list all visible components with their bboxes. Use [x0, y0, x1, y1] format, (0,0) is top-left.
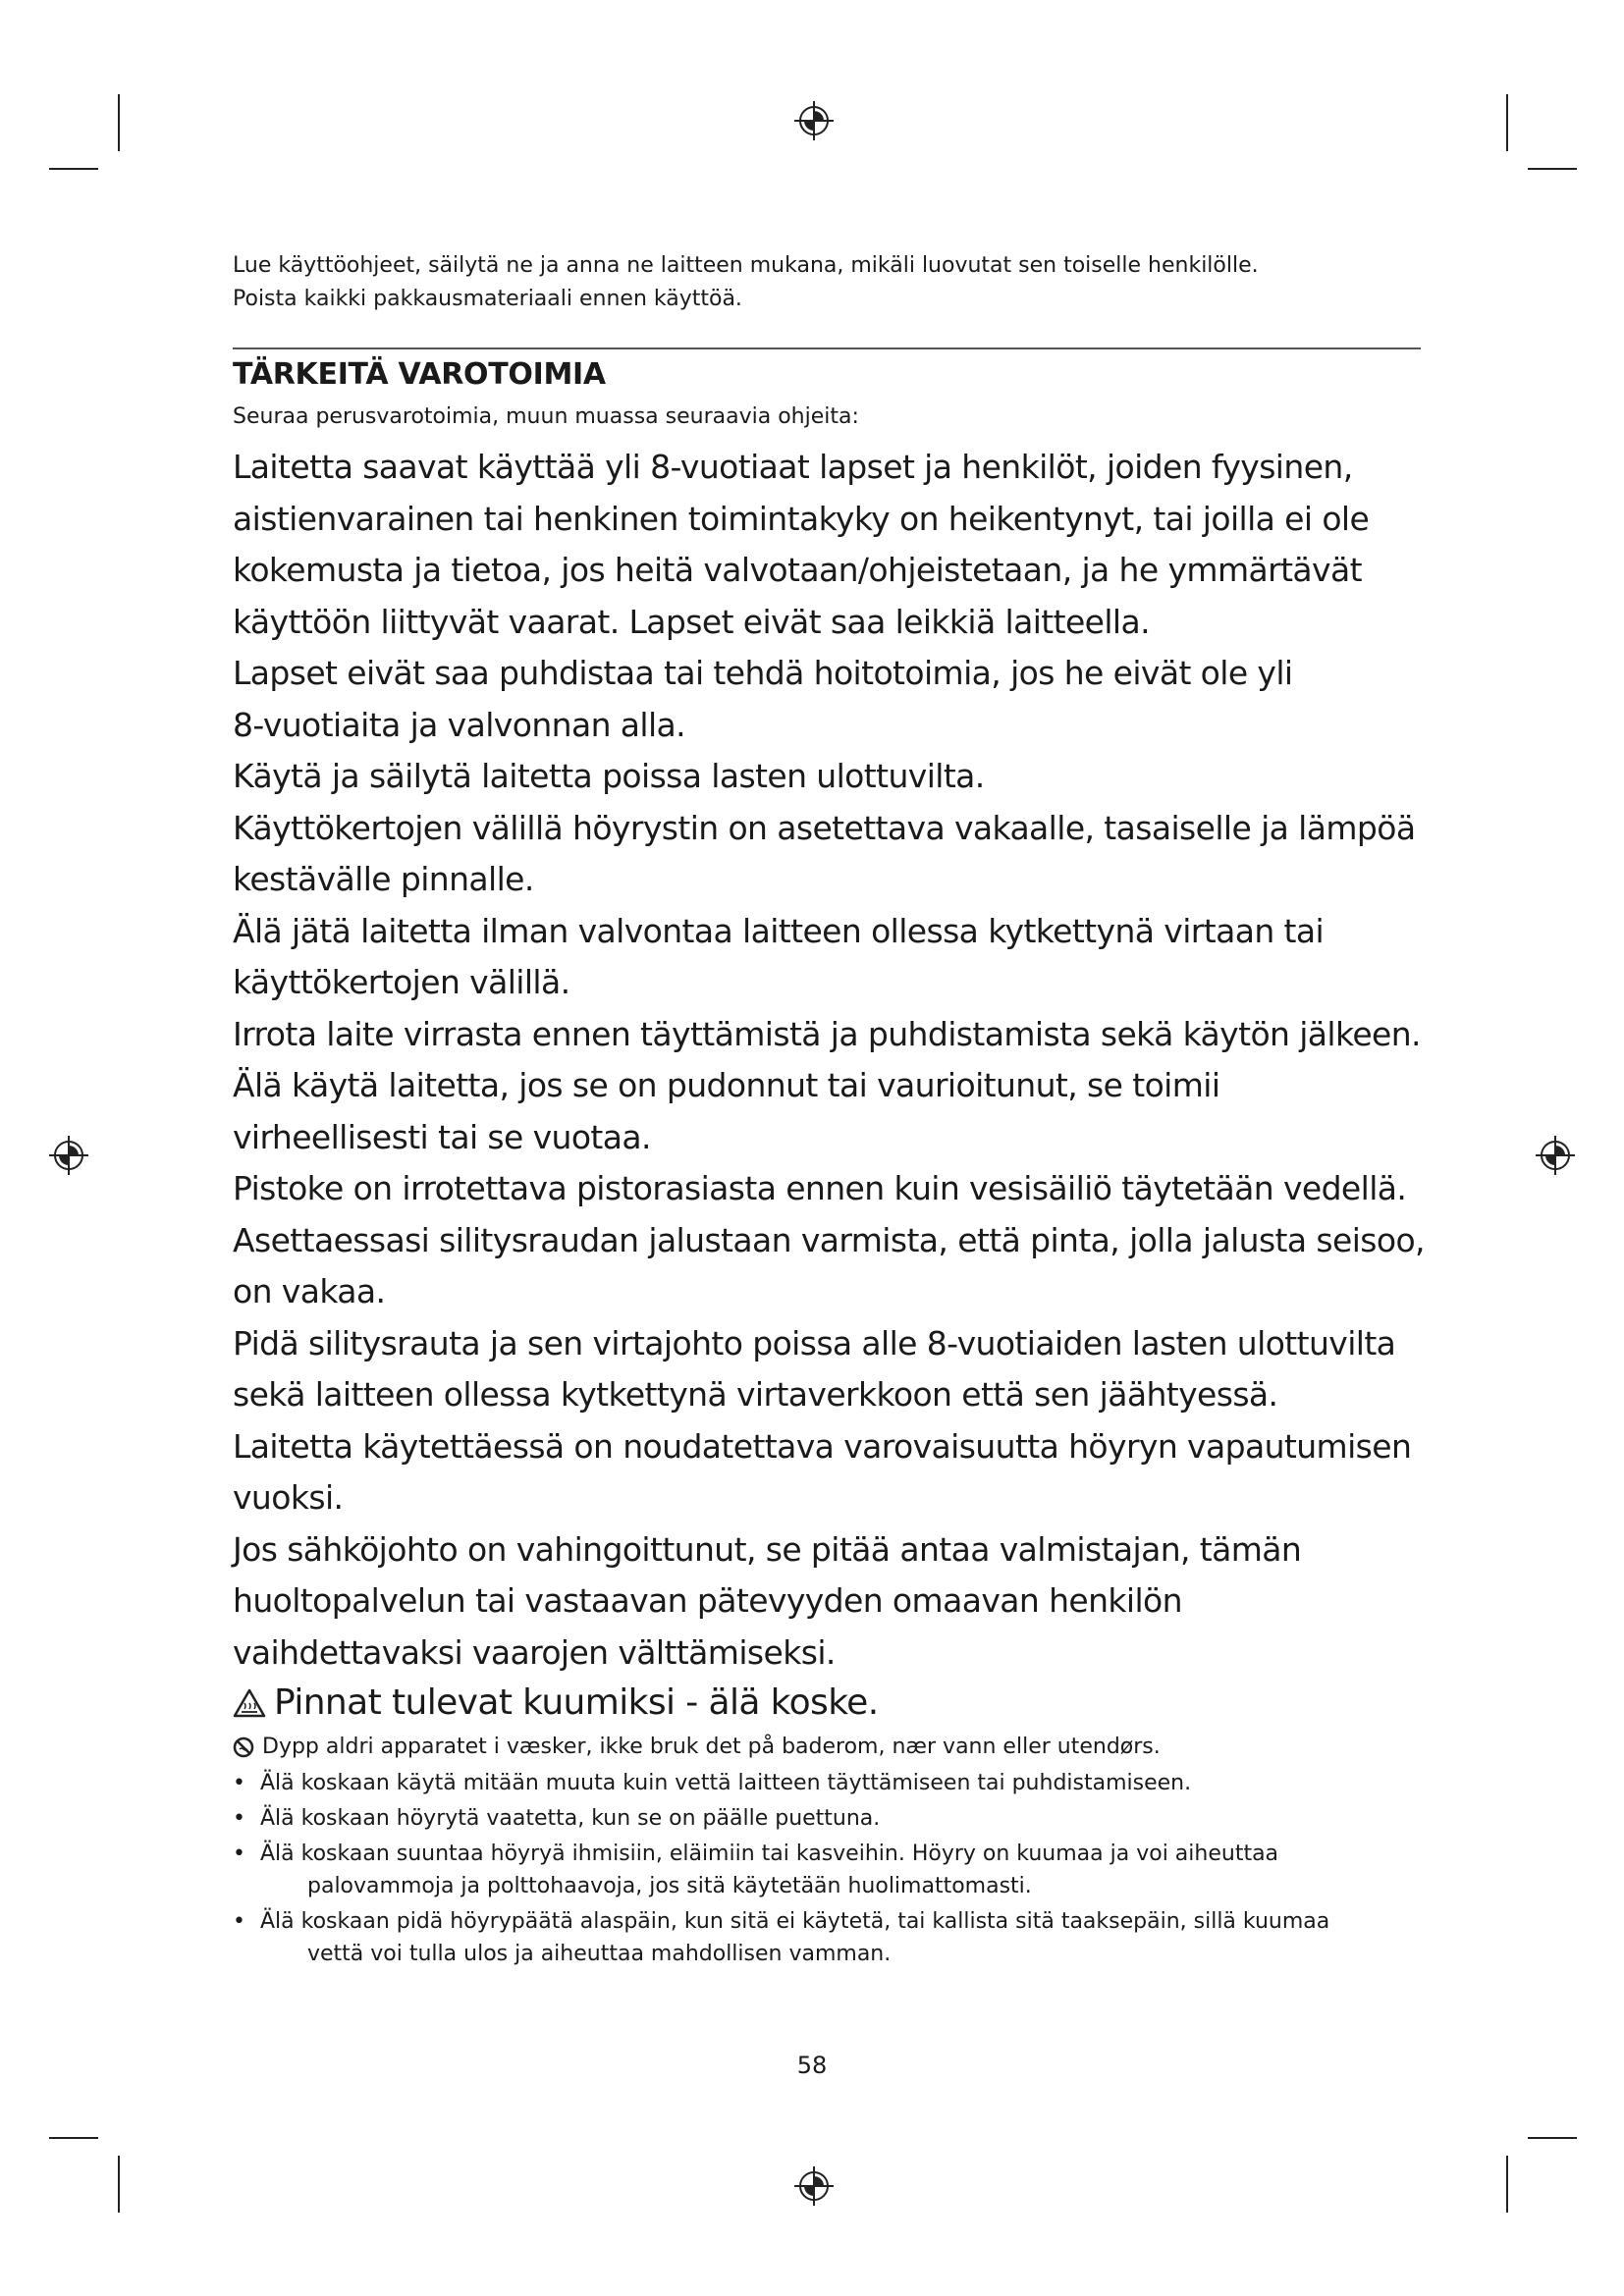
warning-line: Irrota laite virrasta ennen täyttämistä ja puhdistamista sekä käytön jälkeen.	[233, 1014, 1421, 1053]
crop-mark-bottom-right-vertical	[1506, 2156, 1508, 2213]
warning-line: Älä jätä laitetta ilman valvontaa laitteen ollessa kytkettynä virtaan tai	[233, 911, 1325, 950]
list-item	[233, 1838, 1431, 1902]
list-item	[233, 1767, 1431, 1799]
page-content	[233, 249, 1431, 1973]
warning-line: Jos sähköjohto on vahingoittunut, se pitää antaa valmistajan, tämän	[233, 1529, 1302, 1569]
hot-surface-warning	[233, 1679, 1431, 1728]
warning-line: 8-vuotiaita ja valvonnan alla.	[233, 705, 686, 744]
registration-mark-icon	[792, 99, 836, 142]
warning-line: Käytä ja säilytä laitetta poissa lasten ulottuvilta.	[233, 757, 985, 795]
bullet-list	[233, 1767, 1431, 1970]
warning-line: Pistoke on irrotettava pistorasiasta ennen kuin vesisäiliö täytetään vedellä.	[233, 1169, 1407, 1207]
list-item-continuation: palovammoja ja polttohaavoja, jos sitä käytetään huolimattomasti.	[307, 1874, 1032, 1898]
warning-line: kokemusta ja tietoa, jos heitä valvotaan/ohjeistetaan, ja he ymmärtävät	[233, 551, 1362, 589]
warnings-list	[233, 442, 1431, 1679]
warning-line: Asettaessasi silitysraudan jalustaan varmista, että pinta, jolla jalusta seisoo,	[233, 1220, 1425, 1259]
crop-mark-bottom-right-horizontal	[1528, 2137, 1577, 2139]
list-item	[233, 1802, 1431, 1835]
warning-line: käyttökertojen välillä.	[233, 963, 570, 1001]
warning-line: Laitetta saavat käyttää yli 8-vuotiaat lapset ja henkilöt, joiden fyysinen,	[233, 448, 1353, 486]
crop-mark-bottom-left-vertical	[118, 2156, 120, 2213]
warning-line: vuoksi.	[233, 1478, 344, 1517]
warning-line: vaihdettavaksi vaarojen välttämiseksi.	[233, 1632, 836, 1672]
crop-mark-top-left-horizontal	[49, 168, 98, 170]
registration-mark-icon	[47, 1134, 90, 1177]
warning-line: Laitetta käytettäessä on noudatettava varovaisuutta höyryn vapautumisen	[233, 1426, 1412, 1466]
list-item	[233, 1905, 1431, 1970]
section-subtitle: Seuraa perusvarotoimia, muun muassa seuraavia ohjeita:	[233, 404, 859, 429]
page-number: 58	[796, 2052, 828, 2079]
crop-mark-top-right-vertical	[1506, 94, 1508, 151]
warning-line: kestävälle pinnalle.	[233, 860, 534, 898]
crop-mark-bottom-left-horizontal	[49, 2137, 98, 2139]
warning-line: virheellisesti tai se vuotaa.	[233, 1117, 651, 1156]
warning-line: aistienvarainen tai henkinen toimintakyky on heikentynyt, tai joilla ei ole	[233, 499, 1370, 538]
hot-surface-warning-icon	[233, 1688, 266, 1718]
crop-mark-top-left-vertical	[118, 94, 120, 151]
section-divider	[233, 347, 1421, 349]
list-item-text: Älä koskaan käytä mitään muuta kuin vettä laitteen täyttämiseen tai puhdistamiseen.	[260, 1771, 1192, 1795]
warning-line: Lapset eivät saa puhdistaa tai tehdä hoitotoimia, jos he eivät ole yli	[233, 654, 1293, 692]
list-item-text: Älä koskaan suuntaa höyryä ihmisiin, eläimiin tai kasveihin. Höyry on kuumaa ja voi aiheuttaa	[260, 1842, 1279, 1866]
warning-line: on vakaa.	[233, 1272, 386, 1310]
warning-line: Älä käytä laitetta, jos se on pudonnut tai vaurioitunut, se toimii	[233, 1066, 1220, 1104]
list-item-continuation: vettä voi tulla ulos ja aiheuttaa mahdollisen vamman.	[307, 1942, 892, 1966]
prohibited-icon	[233, 1736, 254, 1758]
warning-line: Käyttökertojen välillä höyrystin on asetettava vakaalle, tasaiselle ja lämpöä	[233, 808, 1416, 847]
registration-mark-icon	[792, 2164, 836, 2208]
intro-line-2: Poista kaikki pakkausmateriaali ennen käyttöä.	[233, 287, 742, 311]
warning-line: Pidä silitysrauta ja sen virtajohto poissa alle 8-vuotiaiden lasten ulottuvilta	[233, 1323, 1396, 1362]
intro-text	[233, 249, 1431, 316]
intro-line-1: Lue käyttöohjeet, säilytä ne ja anna ne laitteen mukana, mikäli luovutat sen toiselle henkilölle.	[233, 253, 1259, 278]
crop-mark-top-right-horizontal	[1528, 168, 1577, 170]
warning-line: käyttöön liittyvät vaarat. Lapset eivät saa leikkiä laitteella.	[233, 602, 1151, 641]
list-item-text: Älä koskaan pidä höyrypäätä alaspäin, kun sitä ei käytetä, tai kallista sitä taaksepäin, sillä kuumaa	[260, 1909, 1330, 1934]
no-water-warning	[233, 1730, 1431, 1765]
warning-line: huoltopalvelun tai vastaavan pätevyyden omaavan henkilön	[233, 1581, 1182, 1620]
section-title: TÄRKEITÄ VAROTOIMIA	[233, 357, 606, 392]
list-item-text: Älä koskaan höyrytä vaatetta, kun se on päälle puettuna.	[260, 1806, 881, 1831]
no-water-text: Dypp aldri apparatet i væsker, ikke bruk det på baderom, nær vann eller utendørs.	[262, 1735, 1161, 1759]
hot-surface-text: Pinnat tulevat kuumiksi - älä koske.	[274, 1682, 879, 1723]
registration-mark-icon	[1534, 1134, 1577, 1177]
warning-line: sekä laitteen ollessa kytkettynä virtaverkkoon että sen jäähtyessä.	[233, 1375, 1278, 1414]
